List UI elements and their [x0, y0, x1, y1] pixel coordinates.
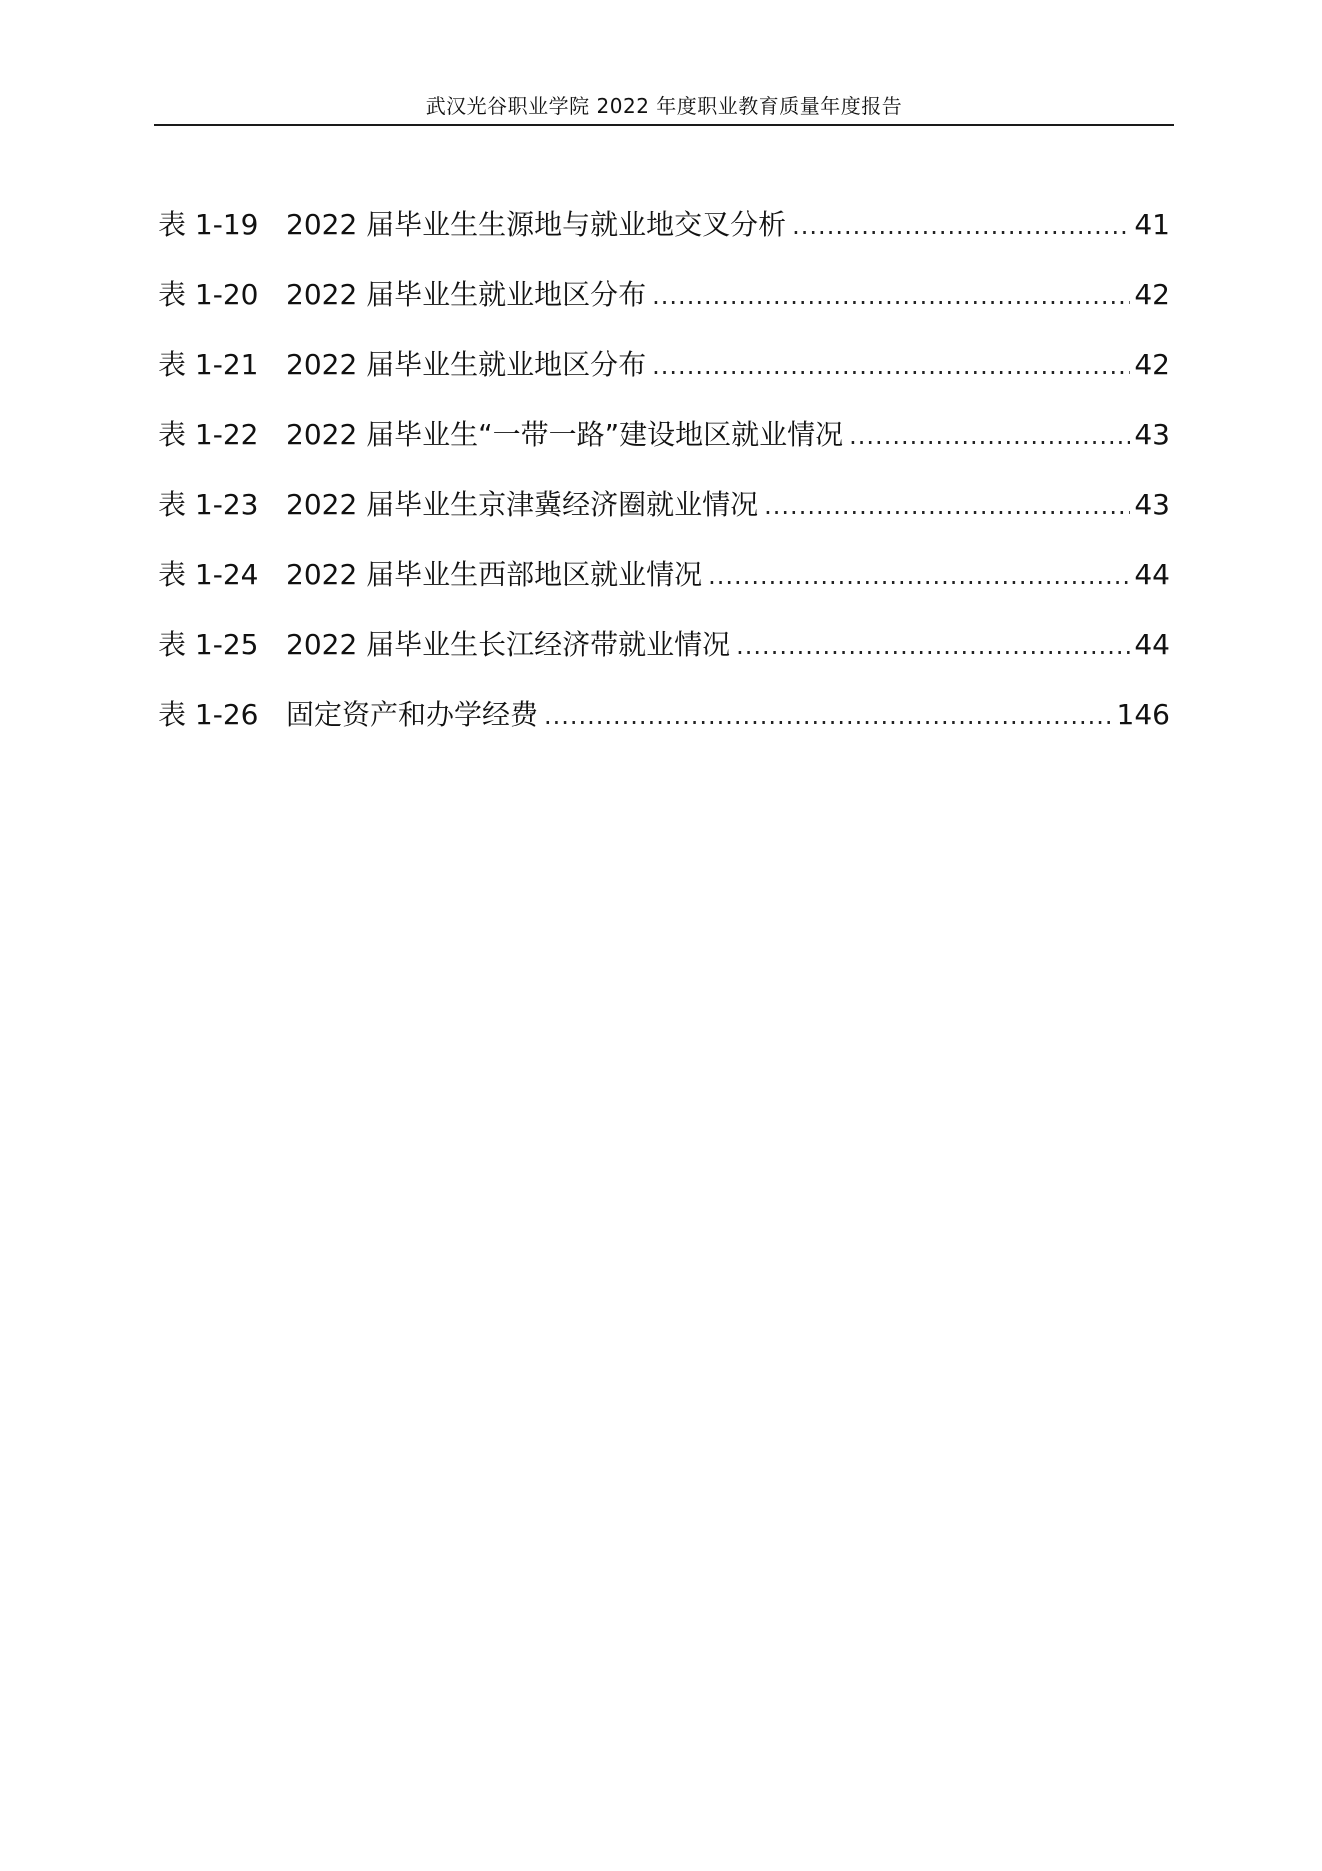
toc-entry[interactable]	[158, 480, 1170, 550]
toc-entry[interactable]	[158, 410, 1170, 480]
toc-dot-leader	[849, 411, 1130, 461]
toc-entry-page: 44	[1134, 628, 1170, 661]
toc-entry[interactable]	[158, 690, 1170, 760]
toc-dot-leader	[652, 341, 1130, 391]
toc-entry-label: 表 1-24	[158, 558, 259, 591]
toc-entry-page: 43	[1134, 418, 1170, 451]
toc-entry-label: 表 1-23	[158, 488, 259, 521]
toc-entry-label: 表 1-19	[158, 208, 259, 241]
toc-entry-label: 表 1-22	[158, 418, 259, 451]
toc-entry-title: 2022 届毕业生长江经济带就业情况	[286, 628, 731, 661]
toc-entry-title: 2022 届毕业生就业地区分布	[286, 278, 647, 311]
toc-entry[interactable]	[158, 550, 1170, 620]
toc-entry-label: 表 1-25	[158, 628, 259, 661]
toc-entry[interactable]	[158, 620, 1170, 690]
toc-entry-label: 表 1-20	[158, 278, 259, 311]
toc-entry-title: 2022 届毕业生“一带一路”建设地区就业情况	[286, 418, 844, 451]
toc-dot-leader	[544, 691, 1113, 741]
toc-entry-title: 2022 届毕业生西部地区就业情况	[286, 558, 703, 591]
toc-entry-page: 44	[1134, 558, 1170, 591]
toc-entry-page: 42	[1134, 278, 1170, 311]
header-title: 武汉光谷职业学院 2022 年度职业教育质量年度报告	[425, 94, 903, 118]
toc-entry-title: 2022 届毕业生就业地区分布	[286, 348, 647, 381]
toc-entry-page: 146	[1116, 698, 1170, 731]
toc-dot-leader	[792, 201, 1130, 251]
toc-dot-leader	[652, 271, 1130, 321]
toc-entry-label: 表 1-21	[158, 348, 259, 381]
toc-entry[interactable]	[158, 200, 1170, 270]
toc-entry[interactable]	[158, 340, 1170, 410]
page-header	[154, 92, 1174, 126]
table-of-contents	[158, 200, 1170, 760]
toc-dot-leader	[764, 481, 1130, 531]
toc-entry-title: 2022 届毕业生京津冀经济圈就业情况	[286, 488, 759, 521]
toc-entry-page: 41	[1134, 208, 1170, 241]
toc-dot-leader	[708, 551, 1130, 601]
toc-entry[interactable]	[158, 270, 1170, 340]
toc-entry-title: 固定资产和办学经费	[286, 698, 539, 731]
toc-entry-page: 42	[1134, 348, 1170, 381]
toc-entry-title: 2022 届毕业生生源地与就业地交叉分析	[286, 208, 787, 241]
toc-entry-label: 表 1-26	[158, 698, 259, 731]
toc-entry-page: 43	[1134, 488, 1170, 521]
toc-dot-leader	[736, 621, 1130, 671]
